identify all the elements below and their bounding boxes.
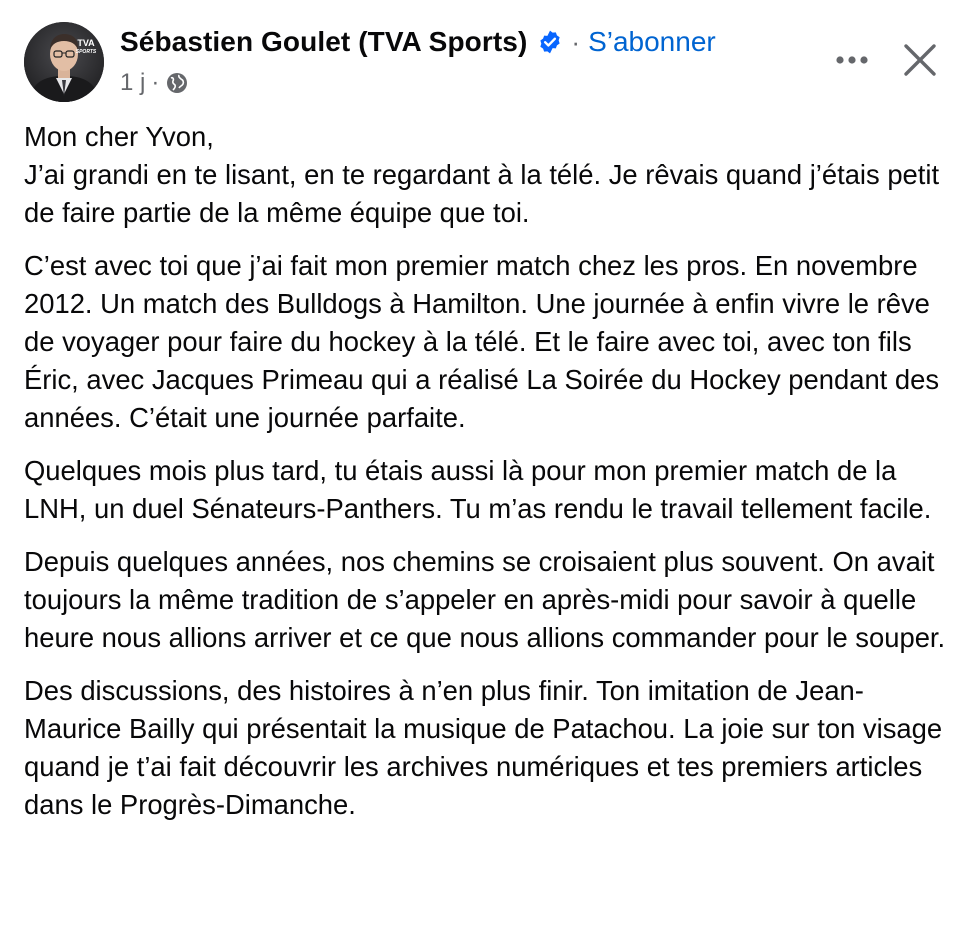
globe-icon[interactable] <box>165 71 189 95</box>
close-icon[interactable] <box>898 38 942 82</box>
verified-badge-icon <box>537 29 563 55</box>
avatar-logo-top: TVA <box>77 38 95 48</box>
post-paragraph: Des discussions, des histoires à n’en plus finir. Ton imitation de Jean-Maurice Bailly qui présentait la musique de Patachou. La joie sur ton visage quand je t’ai fait découvrir les archives numériques et tes premiers articles dans le Progrès-Dimanche. <box>24 675 943 820</box>
post-time[interactable]: 1 j <box>120 69 146 96</box>
post-paragraph: Depuis quelques années, nos chemins se croisaient plus souvent. On avait toujours la même tradition de s’appeler en après-midi pour savoir à quelle heure nous allions arriver et ce que nous allions commander pour le souper. <box>24 546 946 653</box>
post-meta <box>120 68 189 98</box>
author-separator: · <box>571 26 581 57</box>
more-options-icon[interactable] <box>832 40 872 80</box>
post-body <box>24 118 959 839</box>
author-line <box>120 24 716 60</box>
avatar-logo-bottom: SPORTS <box>75 49 97 55</box>
author-avatar[interactable] <box>24 22 104 102</box>
author-name[interactable]: Sébastien Goulet (TVA Sports) <box>120 26 528 57</box>
follow-button[interactable]: S’abonner <box>588 26 716 57</box>
meta-separator: · <box>151 69 160 96</box>
post-paragraph: C’est avec toi que j’ai fait mon premier match chez les pros. En novembre 2012. Un match des Bulldogs à Hamilton. Une journée à enfin vivre le rêve de voyager pour faire du hockey à la télé. Et le faire avec toi, avec ton fils Éric, avec Jacques Primeau qui a réalisé La Soirée du Hockey pendant des années. C’était une journée parfaite. <box>24 250 940 433</box>
avatar-portrait <box>24 22 104 102</box>
post-paragraph: Quelques mois plus tard, tu étais aussi là pour mon premier match de la LNH, un duel Sénateurs-Panthers. Tu m’as rendu le travail tellement facile. <box>24 455 932 524</box>
post-header <box>24 20 954 104</box>
post-paragraph: Mon cher Yvon, J’ai grandi en te lisant, en te regardant à la télé. Je rêvais quand j’étais petit de faire partie de la même équipe que toi. <box>24 121 940 228</box>
